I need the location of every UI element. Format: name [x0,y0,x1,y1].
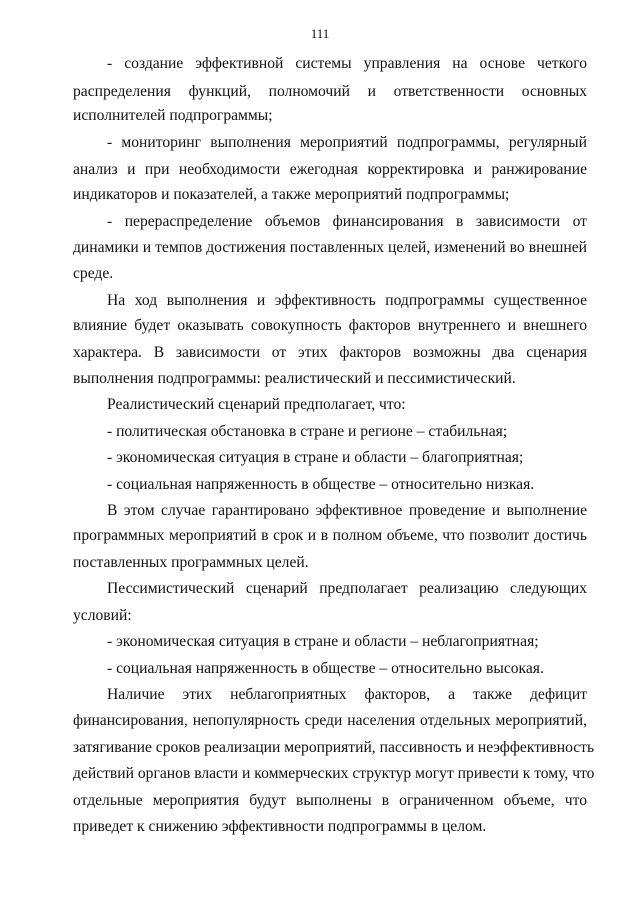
text-line: Пессимистический сценарий предполагает реализацию следующих [107,580,587,597]
text-line: - политическая обстановка в стране и регионе – стабильная; [107,423,508,440]
text-line: анализ и при необходимости ежегодная корректировка и ранжирование [73,161,587,178]
text-line: программных мероприятий в срок и в полном объеме, что позволит достичь [73,527,587,544]
text-line: исполнителей подпрограммы; [73,107,273,124]
text-line: динамики и темпов достижения поставленных целей, изменений во внешней [73,239,587,256]
text-line: - социальная напряженность в обществе – относительно низкая. [107,476,535,493]
page-number: 111 [310,26,330,41]
text-line: - создание эффективной системы управления на основе четкого [107,55,587,72]
text-line: В этом случае гарантировано эффективное проведение и выполнение [107,502,587,519]
text-line: - экономическая ситуация в стране и области – неблагоприятная; [107,633,539,650]
text-line: влияние будет оказывать совокупность факторов внутреннего и внешнего [73,317,587,334]
text-line: затягивание сроков реализации мероприятий, пассивность и неэффективность [73,739,595,756]
text-line: Реалистический сценарий предполагает, что: [107,396,406,413]
text-line: - перераспределение объемов финансирования в зависимости от [107,213,587,230]
text-line: поставленных программных целей. [73,554,309,571]
text-line: характера. В зависимости от этих факторов возможны два сценария [73,344,587,361]
text-line: среде. [73,265,114,282]
text-line: индикаторов и показателей, а также мероприятий подпрограммы; [73,186,510,203]
text-line: приведет к снижению эффективности подпрограммы в целом. [73,818,487,835]
text-line: На ход выполнения и эффективность подпрограммы существенное [107,292,587,309]
text-line: распределения функций, полномочий и ответственности основных [73,83,587,100]
text-line: Наличие этих неблагоприятных факторов, а также дефицит [107,686,587,703]
text-line: действий органов власти и коммерческих структур могут привести к тому, что [73,765,595,782]
text-line: отдельные мероприятия будут выполнены в ограниченном объеме, что [73,792,587,809]
text-line: - социальная напряженность в обществе – относительно высокая. [107,660,544,677]
text-line: выполнения подпрограммы: реалистический и пессимистический. [73,370,516,387]
text-line: финансирования, непопулярность среди населения отдельных мероприятий, [73,712,587,729]
text-line: - мониторинг выполнения мероприятий подпрограммы, регулярный [107,134,587,151]
text-line: - экономическая ситуация в стране и области – благоприятная; [107,449,524,466]
text-line: условий: [73,607,132,624]
